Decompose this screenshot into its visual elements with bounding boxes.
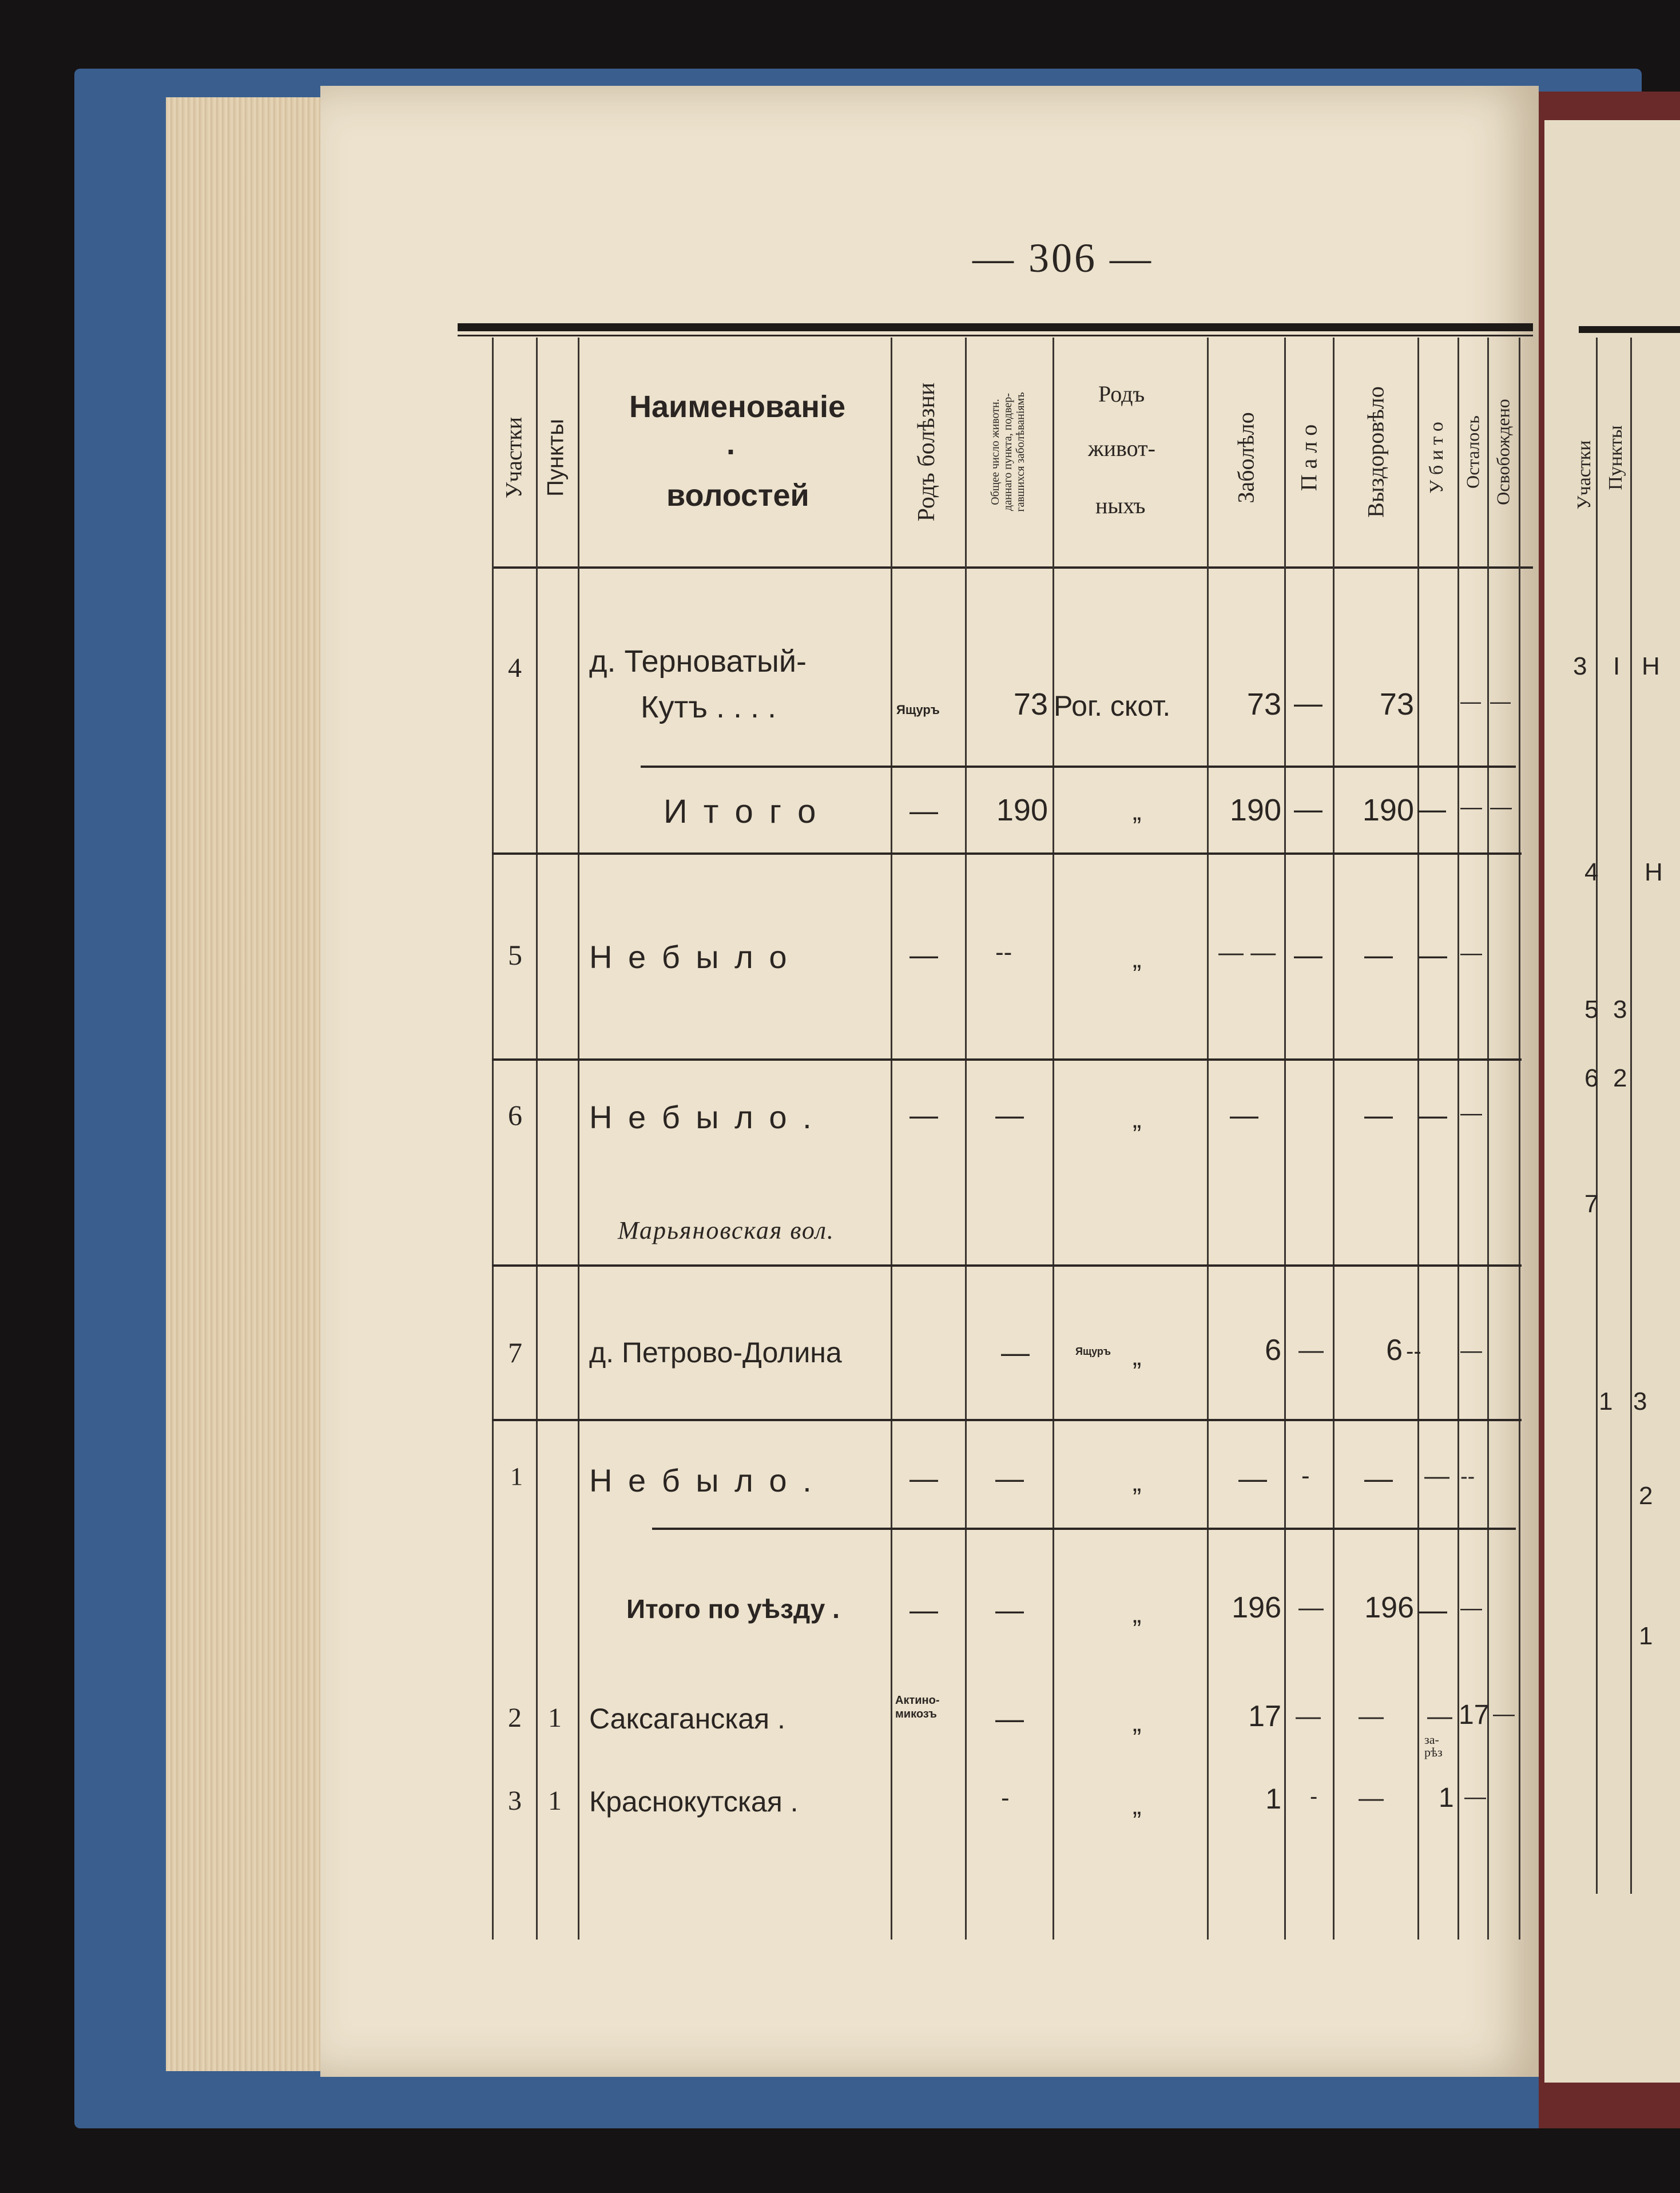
- facing-cell: I: [1613, 652, 1621, 680]
- header-name-dot: .: [726, 427, 736, 461]
- row1b-kind: „: [1133, 1467, 1142, 1497]
- row2-released: —: [1493, 1702, 1515, 1726]
- row5-dead: —: [1294, 939, 1322, 971]
- row6-sick: —: [1230, 1099, 1258, 1131]
- row2-killed-note: за- рѣз: [1424, 1732, 1443, 1759]
- itogo-total: 190: [996, 793, 1048, 827]
- facing-cell: H: [1642, 652, 1660, 680]
- row5-remaining: —: [1460, 941, 1482, 965]
- row2-killed: —: [1427, 1702, 1452, 1730]
- facing-cell: 2: [1639, 1482, 1653, 1510]
- row-rule: [492, 1419, 1522, 1421]
- row3-remaining: —: [1464, 1785, 1486, 1809]
- table-top-rule: [458, 323, 1533, 331]
- row1b-name: Н е б ы л о .: [589, 1462, 815, 1498]
- row1b-total: —: [995, 1462, 1024, 1494]
- uezd-disease: —: [909, 1594, 938, 1626]
- row5-total: --: [995, 938, 1012, 966]
- row3-killed: 1: [1439, 1783, 1454, 1813]
- row1-dead: —: [1294, 687, 1322, 719]
- row1b-uch: 1: [510, 1462, 523, 1490]
- itogo-sick: 190: [1229, 793, 1281, 827]
- facing-header-uchastki: Участки: [1574, 440, 1595, 510]
- row6-recovered: —: [1364, 1099, 1393, 1131]
- row1-name-l1: д. Терноватый-: [589, 644, 807, 679]
- header-total-animals: Общее число животн. даннаго пункта, подвер- гавшихся заболѣваніямъ: [989, 392, 1027, 512]
- facing-cell: 5: [1584, 996, 1599, 1024]
- row3-dead: -: [1310, 1784, 1318, 1809]
- uezd-kind: „: [1133, 1599, 1142, 1628]
- row7-kind-small: Ящуръ: [1075, 1346, 1111, 1357]
- row7-kind: „: [1133, 1341, 1142, 1371]
- row1b-killed: —: [1424, 1462, 1449, 1490]
- header-dead: П а л о: [1296, 424, 1322, 491]
- row1-name-l2: Кутъ . . . .: [641, 690, 776, 724]
- row2-dead: —: [1296, 1702, 1321, 1730]
- row6-kind: „: [1133, 1104, 1142, 1133]
- row6-disease: —: [909, 1099, 938, 1131]
- row7-name: д. Петрово-Долина: [589, 1337, 842, 1369]
- itogo-remaining: —: [1460, 795, 1482, 819]
- row2-sick: 17: [1248, 1700, 1281, 1733]
- header-killed: У б и т о: [1426, 422, 1447, 494]
- facing-cell: 3: [1613, 996, 1627, 1024]
- row5-recovered: —: [1364, 939, 1393, 971]
- uezd-recovered: 196: [1364, 1591, 1414, 1624]
- row1-kind: Рог. скот.: [1054, 690, 1171, 722]
- uezd-killed: —: [1419, 1594, 1447, 1626]
- row2-remaining: 17: [1459, 1700, 1490, 1730]
- header-name-line2: волостей: [666, 478, 809, 513]
- row6-uch: 6: [508, 1099, 522, 1131]
- row1-uch: 4: [508, 653, 522, 683]
- row-rule: [492, 1058, 1522, 1061]
- header-animal-kind-l3: ныхъ: [1095, 493, 1146, 518]
- facing-cell: H: [1645, 858, 1663, 886]
- row-rule: [492, 1264, 1522, 1267]
- row1-sick: 73: [1246, 687, 1281, 721]
- facing-cell: 4: [1584, 858, 1599, 886]
- row3-uch: 3: [508, 1786, 522, 1816]
- col-line: [578, 338, 579, 1940]
- page-number: — 306 —: [972, 235, 1153, 281]
- header-disease: Родъ болѣзни: [914, 382, 940, 522]
- row1-total: 73: [1013, 687, 1048, 721]
- facing-table-top-rule: [1579, 326, 1680, 333]
- col-line: [536, 338, 538, 1940]
- row7-killed: --: [1406, 1339, 1421, 1364]
- row1b-dead: -: [1301, 1462, 1310, 1490]
- header-released: Освобождено: [1492, 399, 1514, 505]
- table-top-rule-thin: [458, 335, 1533, 336]
- row3-punkt: 1: [548, 1786, 562, 1816]
- row3-recovered: —: [1359, 1784, 1384, 1812]
- row5-uch: 5: [508, 939, 522, 971]
- facing-header-punkty: Пункты: [1605, 425, 1626, 490]
- row7-recovered: 6: [1386, 1334, 1403, 1367]
- header-recovered: Выздоровѣло: [1363, 386, 1389, 518]
- uezd-dead: —: [1298, 1593, 1324, 1621]
- facing-cell: 1: [1639, 1622, 1653, 1650]
- facing-col-line: [1596, 338, 1598, 1894]
- row7-dead: —: [1298, 1336, 1324, 1364]
- row2-disease: Актино- микозъ: [895, 1694, 940, 1720]
- row6-name: Н е б ы л о .: [589, 1099, 815, 1135]
- facing-col-line: [1630, 338, 1632, 1894]
- itogo-label: И т о г о: [664, 793, 820, 830]
- row3-sick: 1: [1265, 1783, 1281, 1815]
- itogo-released: —: [1490, 795, 1512, 819]
- uezd-total: —: [995, 1594, 1024, 1626]
- facing-cell: 1: [1599, 1387, 1613, 1415]
- itogo-recovered: 190: [1362, 793, 1414, 827]
- row5-sick: — —: [1218, 938, 1276, 966]
- facing-page: [1544, 120, 1680, 2083]
- itogo-killed: —: [1417, 793, 1446, 825]
- row5-killed: —: [1419, 939, 1447, 971]
- page-edges: [166, 97, 332, 2071]
- header-uchastki: Участки: [501, 417, 527, 499]
- row6-killed: —: [1419, 1099, 1447, 1131]
- row5-kind: „: [1133, 943, 1142, 973]
- row2-uch: 2: [508, 1703, 522, 1733]
- row1b-disease: —: [909, 1462, 938, 1494]
- row7-uch: 7: [508, 1337, 522, 1369]
- header-sick: Заболѣло: [1233, 412, 1259, 503]
- itogo-disease: —: [909, 795, 938, 827]
- col-line: [1333, 338, 1335, 1940]
- row1b-remaining: --: [1460, 1465, 1475, 1489]
- itogo-dead: —: [1294, 793, 1322, 825]
- itogo-kind: „: [1133, 796, 1142, 826]
- row1b-sick: —: [1238, 1462, 1267, 1494]
- facing-cell: 3: [1573, 652, 1587, 680]
- facing-cell: 2: [1613, 1064, 1627, 1092]
- row-rule: [652, 1528, 1516, 1530]
- row3-total: -: [1001, 1784, 1010, 1812]
- row6-remaining: —: [1460, 1101, 1482, 1125]
- row5-disease: —: [909, 939, 938, 971]
- row-rule: [492, 852, 1522, 855]
- row-rule: [641, 766, 1516, 768]
- row2-name: Саксаганская .: [589, 1703, 785, 1735]
- col-line: [1053, 338, 1054, 1940]
- row2-punkt: 1: [548, 1703, 562, 1733]
- uezd-remaining: —: [1460, 1596, 1482, 1620]
- row2-recovered: —: [1359, 1702, 1384, 1730]
- facing-cell: 3: [1633, 1387, 1647, 1415]
- row3-name: Краснокутская .: [589, 1786, 799, 1818]
- volost-label: Марьяновская вол.: [618, 1216, 835, 1244]
- col-line: [1417, 338, 1419, 1940]
- uezd-sick: 196: [1232, 1591, 1281, 1624]
- header-name-line1: Наименованіе: [629, 390, 845, 424]
- row3-kind: „: [1133, 1790, 1142, 1820]
- row7-remaining: —: [1460, 1339, 1482, 1363]
- header-animal-kind-l1: Родъ: [1098, 381, 1145, 407]
- col-line: [492, 338, 494, 1940]
- uezd-label: Итого по уѣзду .: [626, 1594, 840, 1624]
- col-line: [891, 338, 892, 1940]
- row1b-recovered: —: [1364, 1462, 1393, 1494]
- row1-recovered: 73: [1379, 687, 1414, 721]
- row7-disease: —: [1001, 1337, 1030, 1369]
- row6-total: —: [995, 1099, 1024, 1131]
- row1-killed: —: [1460, 689, 1481, 713]
- facing-cell: 7: [1584, 1190, 1599, 1218]
- row5-name: Н е б ы л о: [589, 939, 791, 975]
- row2-kind: „: [1133, 1707, 1142, 1737]
- col-line: [1284, 338, 1286, 1940]
- header-remaining: Осталось: [1462, 415, 1483, 489]
- row2-total: —: [995, 1703, 1024, 1735]
- header-punkty: Пункты: [543, 419, 569, 497]
- header-rule: [492, 566, 1533, 569]
- header-animal-kind-l2: живот-: [1088, 435, 1155, 461]
- row1-remaining: —: [1490, 689, 1511, 713]
- col-line: [965, 338, 967, 1940]
- row7-sick: 6: [1265, 1334, 1281, 1367]
- facing-cell: 6: [1584, 1064, 1599, 1092]
- col-line: [1519, 338, 1520, 1940]
- row1-disease: Ящуръ: [896, 703, 940, 717]
